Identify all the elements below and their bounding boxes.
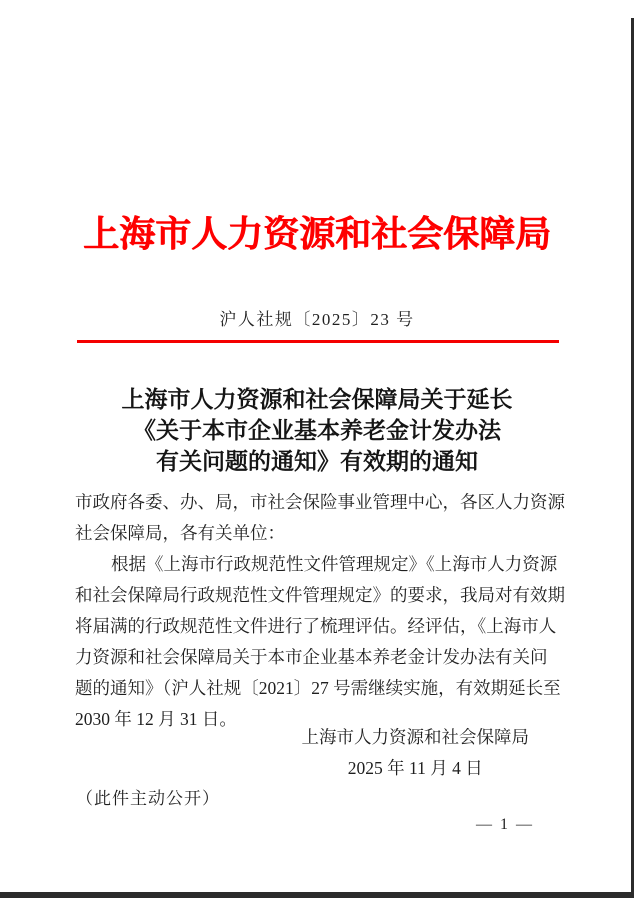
scan-border-bottom: [0, 892, 634, 898]
body-line: 根据《上海市行政规范性文件管理规定》《上海市人力资源: [111, 554, 558, 574]
title-line-3: 有关问题的通知》有效期的通知: [156, 449, 478, 474]
document-number: 沪人社规〔2025〕23 号: [219, 310, 415, 329]
title-line-2: 《关于本市企业基本养老金计发办法: [133, 418, 501, 443]
document-body: [75, 487, 565, 735]
title-line-1: 上海市人力资源和社会保障局关于延长: [121, 387, 513, 412]
document-title: [0, 384, 634, 477]
body-line: 将届满的行政规范性文件进行了梳理评估。经评估，《上海市人: [75, 616, 557, 636]
body-line: 和社会保障局行政规范性文件管理规定》的要求，我局对有效期: [75, 585, 565, 605]
agency-header-title: 上海市人力资源和社会保障局: [82, 214, 551, 254]
publicity-note: （此件主动公开）: [76, 789, 220, 808]
body-line: 题的通知》（沪人社规〔2021〕27 号需继续实施，有效期延长至: [75, 678, 561, 698]
signature-block: [302, 722, 530, 784]
body-line: 力资源和社会保障局关于本市企业基本养老金计发办法有关问: [75, 647, 548, 667]
signature-agency: 上海市人力资源和社会保障局: [301, 727, 529, 747]
body-line: 2030 年 12 月 31 日。: [75, 709, 237, 729]
red-divider-line: [77, 340, 559, 343]
body-line: 社会保障局，各有关单位：: [75, 523, 285, 543]
page-number: — 1 —: [476, 816, 534, 833]
signature-date: 2025 年 11 月 4 日: [347, 758, 483, 778]
body-line: 市政府各委、办、局，市社会保险事业管理中心，各区人力资源: [75, 492, 565, 512]
